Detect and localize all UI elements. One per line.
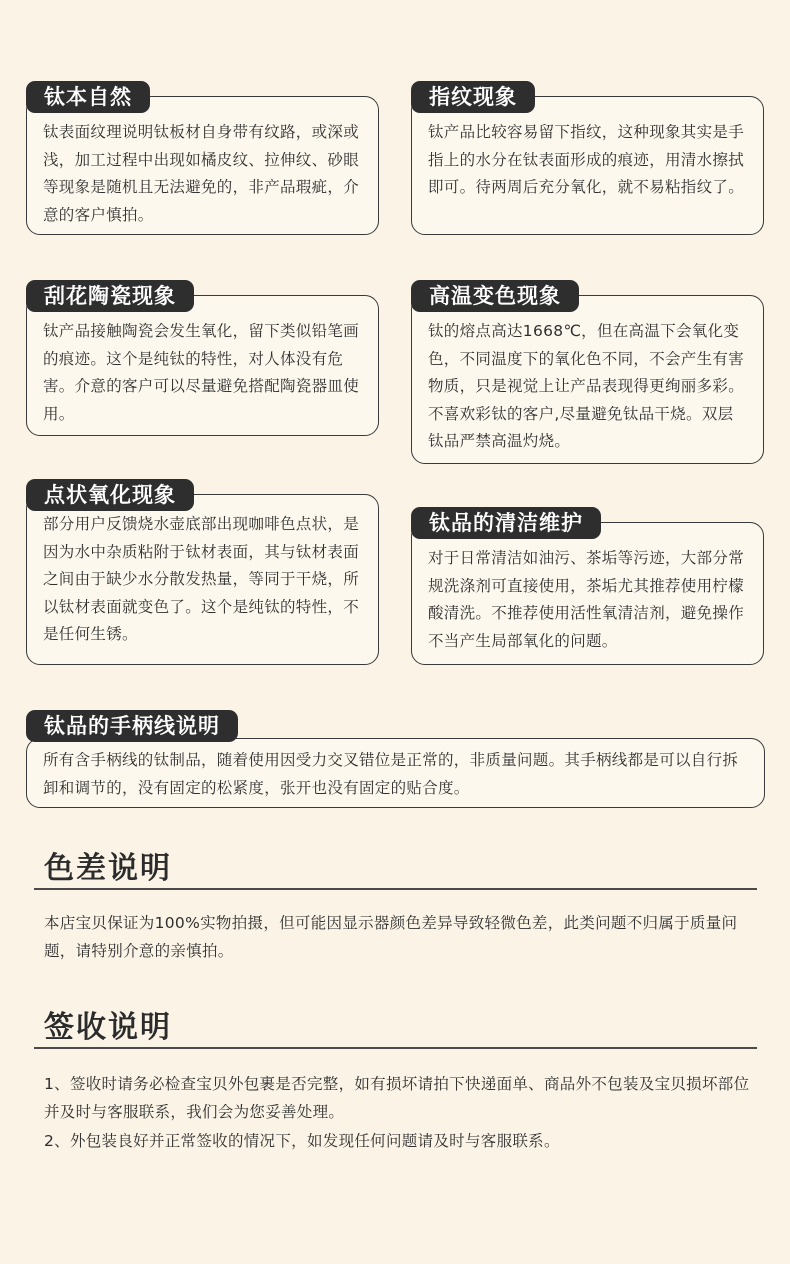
card-text: 对于日常清洁如油污、茶垢等污迹，大部分常规洗涤剂可直接使用，茶垢尤其推荐使用柠檬酸清洗。不推荐使用活性氧清洁剂，避免操作不当产生局部氧化的问题。 xyxy=(428,549,745,650)
sign-section-title: 签收说明 xyxy=(44,1010,172,1045)
card-title: 钛本自然 xyxy=(26,81,150,113)
card-title: 点状氧化现象 xyxy=(26,479,194,511)
color-section-text: 本店宝贝保证为100%实物拍摄，但可能因显示器颜色差异导致轻微色差，此类问题不归属于质量问题，请特别介意的亲慎拍。 xyxy=(44,914,738,960)
sign-section-divider xyxy=(34,1047,757,1049)
card-text: 所有含手柄线的钛制品，随着使用因受力交叉错位是正常的，非质量问题。其手柄线都是可以自行拆卸和调节的，没有固定的松紧度，张开也没有固定的贴合度。 xyxy=(43,751,739,797)
card-titanium-natural xyxy=(26,96,379,235)
card-high-temp-color xyxy=(411,295,764,464)
card-handle-line xyxy=(26,738,765,808)
card-cleaning xyxy=(411,522,764,665)
card-text: 钛的熔点高达1668℃，但在高温下会氧化变色，不同温度下的氧化色不同，不会产生有害物质，只是视觉上让产品表现得更绚丽多彩。不喜欢彩钛的客户,尽量避免钛品干烧。双层钛品严禁高温灼烧。 xyxy=(428,322,745,450)
card-title: 指纹现象 xyxy=(411,81,535,113)
card-title: 钛品的手柄线说明 xyxy=(26,710,238,742)
color-section-title: 色差说明 xyxy=(44,851,172,886)
card-text: 钛产品比较容易留下指纹，这种现象其实是手指上的水分在钛表面形成的痕迹，用清水擦拭即可。待两周后充分氧化，就不易粘指纹了。 xyxy=(428,123,745,196)
card-title: 刮花陶瓷现象 xyxy=(26,280,194,312)
card-text: 钛产品接触陶瓷会发生氧化，留下类似铅笔画的痕迹。这个是纯钛的特性，对人体没有危害。介意的客户可以尽量避免搭配陶瓷器皿使用。 xyxy=(43,322,360,423)
sign-item: 1、签收时请务必检查宝贝外包裹是否完整，如有损坏请拍下快递面单、商品外不包装及宝贝损坏部位并及时与客服联系，我们会为您妥善处理。 xyxy=(44,1075,750,1121)
sign-item: 2、外包装良好并正常签收的情况下，如发现任何问题请及时与客服联系。 xyxy=(44,1132,560,1150)
card-text: 部分用户反馈烧水壶底部出现咖啡色点状，是因为水中杂质粘附于钛材表面，其与钛材表面之间由于缺少水分散发热量，等同于干烧，所以钛材表面就变色了。这个是纯钛的特性，不是任何生锈。 xyxy=(43,515,360,643)
card-ceramic-scratch xyxy=(26,295,379,436)
color-section-divider xyxy=(34,888,757,890)
card-fingerprint xyxy=(411,96,764,235)
card-spot-oxidation xyxy=(26,494,379,665)
card-title: 钛品的清洁维护 xyxy=(411,507,601,539)
card-title: 高温变色现象 xyxy=(411,280,579,312)
card-text: 钛表面纹理说明钛板材自身带有纹路，或深或浅，加工过程中出现如橘皮纹、拉伸纹、砂眼等现象是随机且无法避免的，非产品瑕疵，介意的客户慎拍。 xyxy=(43,123,360,224)
